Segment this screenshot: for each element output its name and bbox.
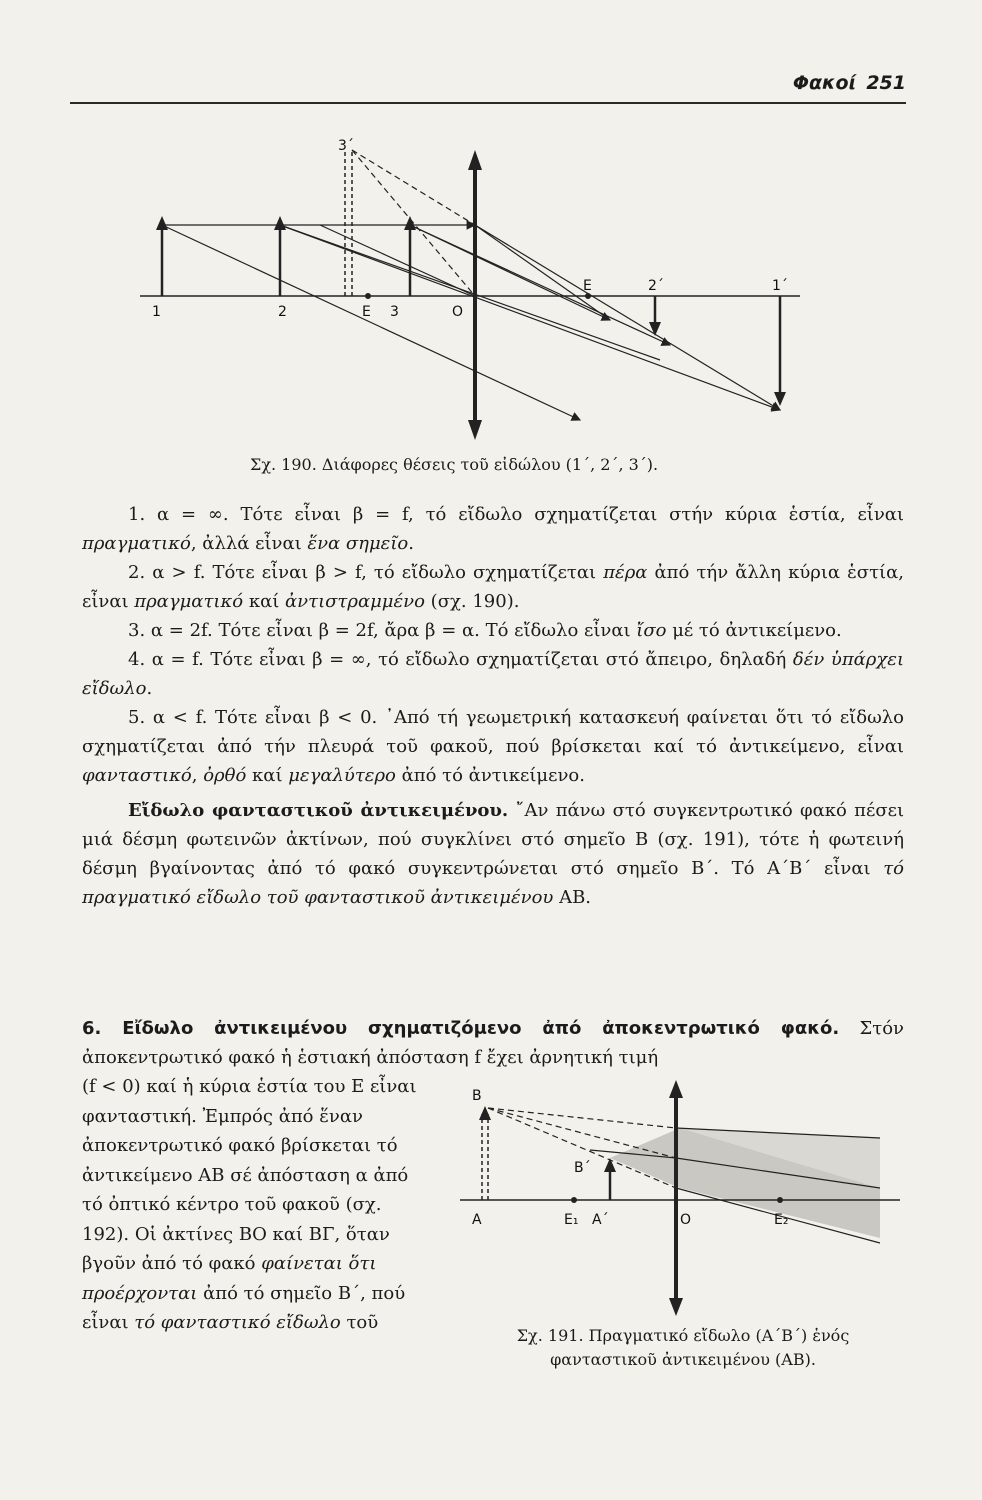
label-1prime: 1΄	[772, 278, 788, 294]
figure-190-caption: Σχ. 190. Διάφορες θέσεις τοῦ εἰδώλου (1΄, 2΄, 3΄).	[250, 455, 659, 474]
label-3: 3	[390, 304, 399, 320]
virtual-object-paragraph: Εἴδωλο φανταστικοῦ ἀντικειμένου. ῎Αν πάνω στό συγκεντρωτικό φακό πέσει μιά δέσμη φωτεινῶν ἀκτίνων, πού συγκλίνει στό σημεῖο Β (σχ. 191), τότε ἡ φωτεινή δέσμη βγαίνοντας ἀπό τό φακό συγκεντρώνεται στό σημεῖο Β΄. Τό Α΄Β΄ εἶναι τό πραγματικό εἴδωλο τοῦ φανταστικοῦ ἀντικειμένου ΑΒ.	[82, 800, 904, 908]
running-title: Φακοί	[792, 72, 856, 94]
left-column-text: (f < 0) καί ἡ κύρια ἑστία του Ε εἶναι φανταστική. Ἐμπρός ἀπό ἕναν ἀποκεντρωτικό φακό βρίσκεται τό ἀντικείμενο ΑΒ σέ ἀπόσταση α ἀπό τό ὀπτικό κέντρο τοῦ φακοῦ (σχ. 192). Οἱ ἀκτίνες ΒΟ καί ΒΓ, ὅταν βγοῦν ἀπό τό φακό φαίνεται ὅτι προέρχονται ἀπό τό σημεῖο Β΄, πού εἶναι τό φανταστικό εἴδωλο τοῦ	[82, 1076, 417, 1333]
label-e2: Ε₂	[774, 1212, 789, 1228]
label-e-left: Ε	[362, 304, 371, 320]
label-3prime: 3΄	[338, 138, 354, 154]
case-2: 2. α > f. Τότε εἶναι β > f, τό εἴδωλο σχηματίζεται πέρα ἀπό τήν ἄλλη κύρια ἑστία, εἶναι πραγματικό καί ἀντιστραμμένο (σχ. 190).	[82, 562, 904, 612]
label-1: 1	[152, 304, 161, 320]
case-5: 5. α < f. Τότε εἶναι β < 0. ᾿Από τή γεωμετρική κατασκευή φαίνεται ὅτι τό εἴδωλο σχηματίζεται ἀπό τήν πλευρά τοῦ φακοῦ, πού βρίσκεται καί τό ἀντικείμενο, εἶναι φανταστικό, ὀρθό καί μεγαλύτερο ἀπό τό ἀντικείμενο.	[82, 707, 904, 786]
page-number: 251	[866, 72, 906, 94]
label-e1: Ε₁	[564, 1212, 579, 1228]
cases-list	[82, 500, 904, 912]
label-bprime: Β΄	[574, 1160, 591, 1176]
label-b: Β	[472, 1088, 482, 1104]
label-o: Ο	[452, 304, 464, 320]
figure-191-diagram	[440, 1078, 900, 1318]
label-aprime: Α΄	[592, 1212, 609, 1228]
virtual-object-heading: Εἴδωλο φανταστικοῦ ἀντικειμένου.	[128, 800, 509, 821]
figure-190-diagram	[140, 130, 800, 450]
label-e-right: Ε	[583, 278, 592, 294]
case-3: 3. α = 2f. Τότε εἶναι β = 2f, ἄρα β = α. Τό εἴδωλο εἶναι ἴσο μέ τό ἀντικείμενο.	[128, 620, 842, 641]
label-2: 2	[278, 304, 287, 320]
case-4: 4. α = f. Τότε εἶναι β = ∞, τό εἴδωλο σχηματίζεται στό ἄπειρο, δηλαδή δέν ὑπάρχει εἴδωλο.	[82, 649, 905, 699]
label-o-2: Ο	[680, 1212, 692, 1228]
label-2prime: 2΄	[648, 278, 664, 294]
label-a: Α	[472, 1212, 482, 1228]
figure-191-caption: Σχ. 191. Πραγματικό εἴδωλο (Α΄Β΄) ἑνός φανταστικοῦ ἀντικειμένου (ΑΒ).	[516, 1326, 850, 1369]
page-header	[70, 68, 906, 104]
section-6-heading: 6. Εἴδωλο ἀντικειμένου σχηματιζόμενο ἀπό ἀποκεντρωτικό φακό.	[82, 1018, 840, 1039]
section-6: 6. Εἴδωλο ἀντικειμένου σχηματιζόμενο ἀπό ἀποκεντρωτικό φακό. Στόν ἀποκεντρωτικό φακό ἡ ἑστιακή ἀπόσταση f ἔχει ἀρνητική τιμή	[82, 1018, 905, 1068]
case-1: 1. α = ∞. Τότε εἶναι β = f, τό εἴδωλο σχηματίζεται στήν κύρια ἑστία, εἶναι πραγματικό, ἀλλά εἶναι ἕνα σημεῖο.	[82, 504, 904, 554]
